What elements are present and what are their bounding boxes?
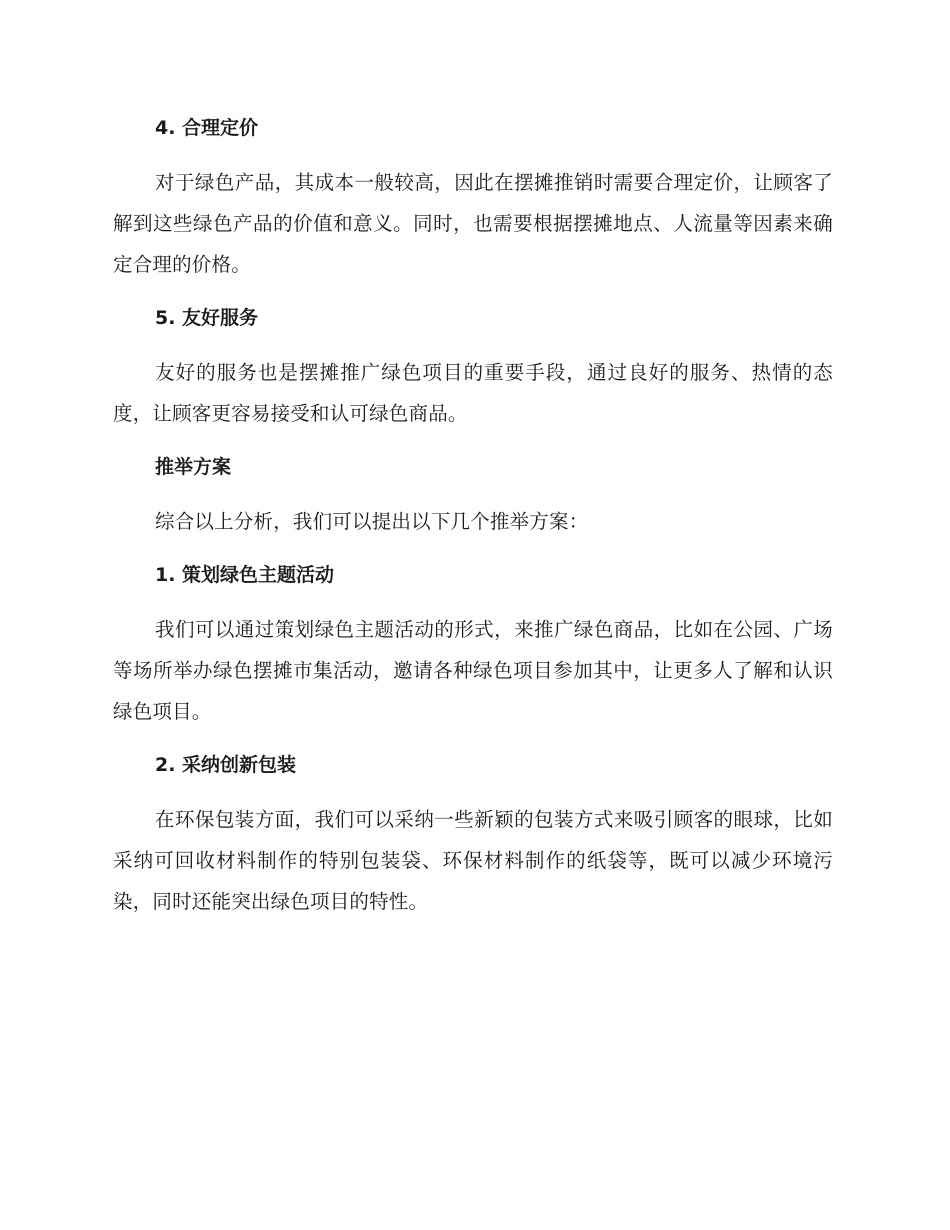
section-heading-green-events: 1. 策划绿色主题活动 xyxy=(155,564,335,586)
section-heading-pricing: 4. 合理定价 xyxy=(155,117,259,139)
document-body xyxy=(113,108,833,922)
section-heading-service: 5. 友好服务 xyxy=(155,307,259,329)
section-paragraph-service: 友好的服务也是摆摊推广绿色项目的重要手段，通过良好的服务、热情的态度，让顾客更容易接受和认可绿色商品。 xyxy=(113,361,833,425)
section-heading-recommendations: 推举方案 xyxy=(155,456,232,478)
section-paragraph-packaging: 在环保包装方面，我们可以采纳一些新颖的包装方式来吸引顾客的眼球，比如采纳可回收材料制作的特别包装袋、环保材料制作的纸袋等，既可以减少环境污染，同时还能突出绿色项目的特性。 xyxy=(113,808,833,913)
section-heading-packaging: 2. 采纳创新包装 xyxy=(155,754,297,776)
section-paragraph-recommendations: 综合以上分析，我们可以提出以下几个推举方案： xyxy=(155,510,589,533)
section-paragraph-green-events: 我们可以通过策划绿色主题活动的形式，来推广绿色商品，比如在公园、广场等场所举办绿色摆摊市集活动，邀请各种绿色项目参加其中，让更多人了解和认识绿色项目。 xyxy=(113,618,833,723)
section-paragraph-pricing: 对于绿色产品，其成本一般较高，因此在摆摊推销时需要合理定价，让顾客了解到这些绿色产品的价值和意义。同时，也需要根据摆摊地点、人流量等因素来确定合理的价格。 xyxy=(113,171,833,276)
